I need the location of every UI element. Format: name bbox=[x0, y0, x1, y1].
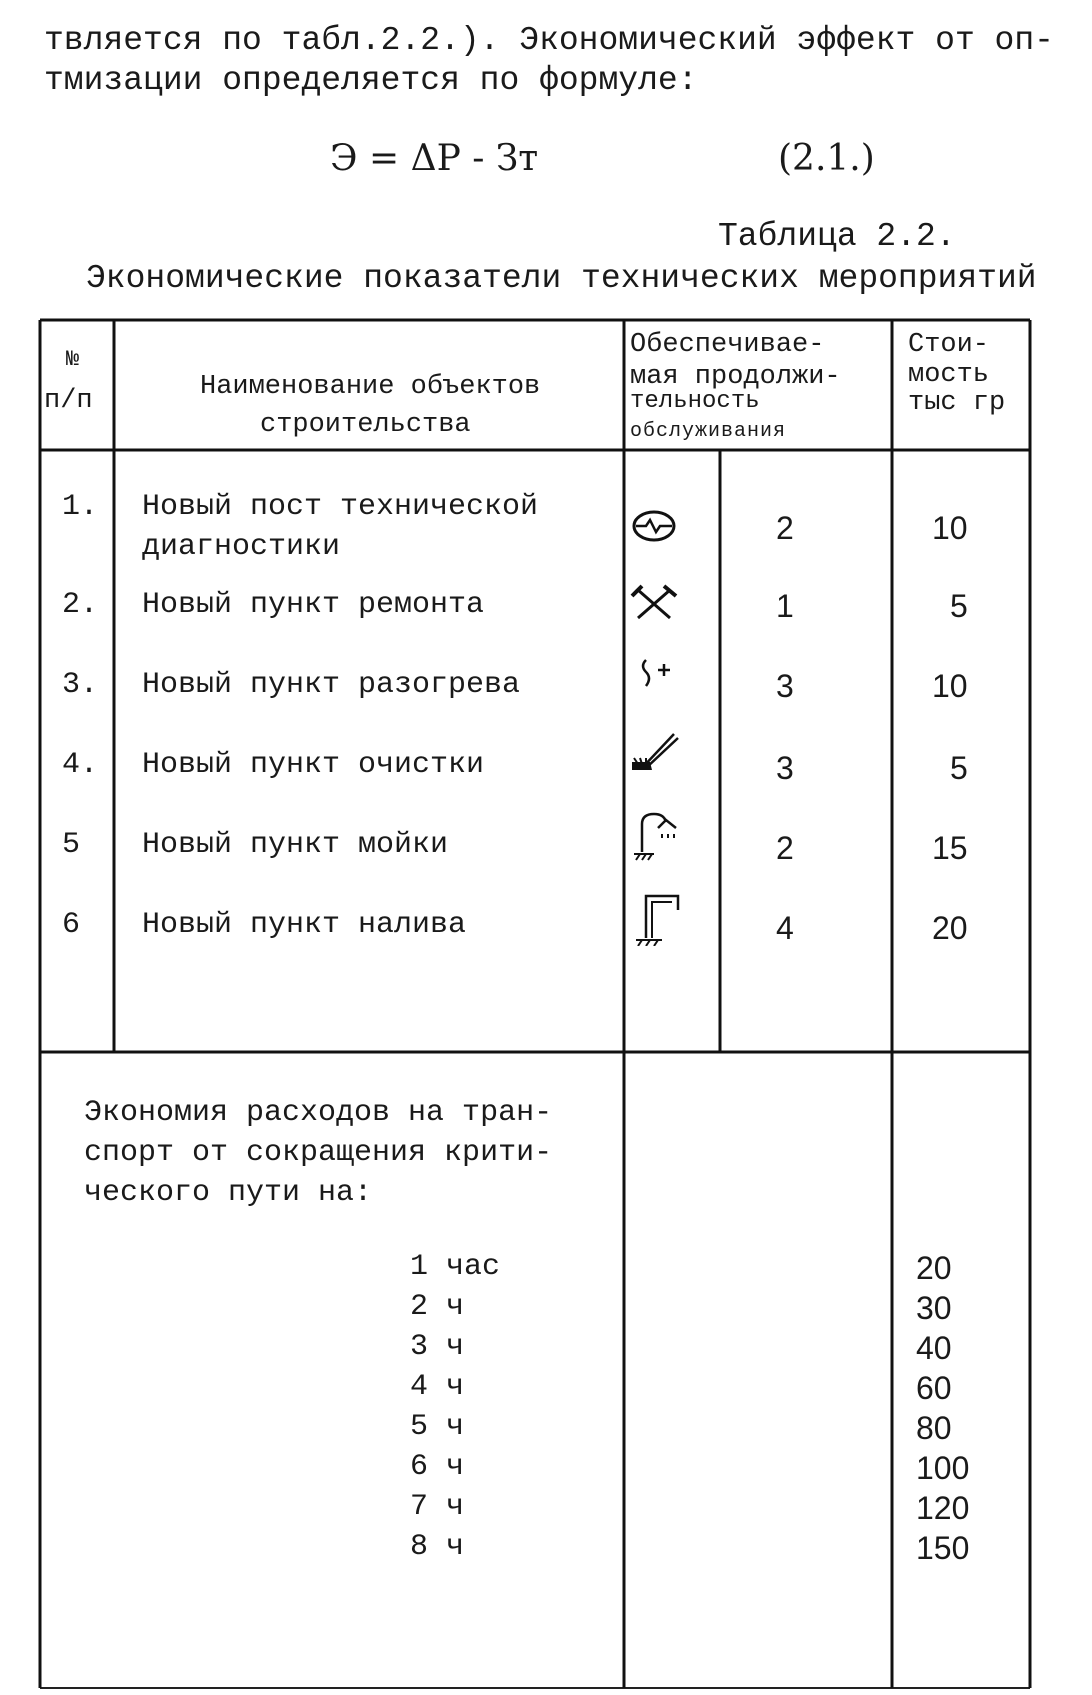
saving-cost-item: 60 bbox=[916, 1370, 952, 1406]
hour-item: 5 ч bbox=[410, 1410, 465, 1444]
footer-text-line-2: спорт от сокращения крити- bbox=[84, 1136, 553, 1170]
row-6-cost: 20 bbox=[932, 910, 968, 946]
diagnostics-gauge-icon bbox=[630, 508, 678, 544]
header-duration-line-3: тельность bbox=[630, 388, 760, 415]
intro-line-2: тмизации определяется по формуле: bbox=[44, 62, 698, 99]
row-1-number: 1. bbox=[62, 490, 99, 524]
saving-cost-item: 40 bbox=[916, 1330, 952, 1366]
row-5-cost: 15 bbox=[932, 830, 968, 866]
row-6-number: 6 bbox=[62, 908, 81, 942]
saving-cost-item: 120 bbox=[916, 1490, 970, 1526]
saving-cost-item: 150 bbox=[916, 1530, 970, 1566]
hour-item: 6 ч bbox=[410, 1450, 465, 1484]
row-3-duration: 3 bbox=[776, 668, 794, 704]
row-2-duration: 1 bbox=[776, 588, 794, 624]
heating-icon bbox=[636, 656, 684, 696]
hammer-wrench-icon bbox=[630, 584, 678, 624]
header-duration-line-1: Обеспечивае- bbox=[630, 330, 825, 360]
hour-item: 2 ч bbox=[410, 1290, 465, 1324]
footer-text-line-1: Экономия расходов на тран- bbox=[84, 1096, 553, 1130]
row-5-duration: 2 bbox=[776, 830, 794, 866]
hour-item: 1 час bbox=[410, 1250, 501, 1284]
row-3-number: 3. bbox=[62, 668, 99, 702]
header-duration-line-4: обслуживания bbox=[630, 420, 787, 443]
formula-expression: Э = ΔP - Зт bbox=[330, 138, 539, 179]
header-duration-line-2: мая продолжи- bbox=[630, 362, 841, 392]
saving-cost-item: 20 bbox=[916, 1250, 952, 1286]
table-label: Таблица 2.2. bbox=[718, 218, 956, 255]
row-4-number: 4. bbox=[62, 748, 99, 782]
footer-text-line-3: ческого пути на: bbox=[84, 1176, 373, 1210]
row-5-number: 5 bbox=[62, 828, 81, 862]
table-title: Экономические показатели технических мероприятий bbox=[86, 260, 1037, 297]
saving-cost-item: 80 bbox=[916, 1410, 952, 1446]
header-number-sign: № bbox=[66, 347, 80, 372]
formula-number: (2.1.) bbox=[778, 138, 875, 179]
row-3-name: Новый пункт разогрева bbox=[142, 668, 521, 702]
hour-item: 8 ч bbox=[410, 1530, 465, 1564]
row-6-name: Новый пункт налива bbox=[142, 908, 467, 942]
cleaning-brush-icon bbox=[628, 728, 680, 776]
row-4-duration: 3 bbox=[776, 750, 794, 786]
hour-item: 4 ч bbox=[410, 1370, 465, 1404]
header-name-line-1: Наименование объектов bbox=[200, 372, 541, 402]
row-2-name: Новый пункт ремонта bbox=[142, 588, 485, 622]
header-name-line-2: строительства bbox=[260, 410, 471, 440]
row-1-duration: 2 bbox=[776, 510, 794, 546]
saving-cost-item: 100 bbox=[916, 1450, 970, 1486]
filling-column-icon bbox=[632, 890, 688, 946]
row-4-cost: 5 bbox=[950, 750, 968, 786]
header-cost-line-3: тыс гр bbox=[908, 388, 1006, 418]
header-pp: п/п bbox=[44, 386, 93, 416]
washing-shower-icon bbox=[632, 808, 688, 864]
row-4-name: Новый пункт очистки bbox=[142, 748, 485, 782]
hour-item: 3 ч bbox=[410, 1330, 465, 1364]
row-5-name: Новый пункт мойки bbox=[142, 828, 449, 862]
row-1-name-line-1: Новый пост технической bbox=[142, 490, 539, 524]
header-cost-line-2: мость bbox=[908, 360, 990, 390]
saving-cost-item: 30 bbox=[916, 1290, 952, 1326]
row-1-cost: 10 bbox=[932, 510, 968, 546]
row-2-cost: 5 bbox=[950, 588, 968, 624]
hour-item: 7 ч bbox=[410, 1490, 465, 1524]
row-3-cost: 10 bbox=[932, 668, 968, 704]
row-2-number: 2. bbox=[62, 588, 99, 622]
intro-line-1: твляется по табл.2.2.). Экономический эффект от оп- bbox=[44, 22, 1054, 59]
row-6-duration: 4 bbox=[776, 910, 794, 946]
row-1-name-line-2: диагностики bbox=[142, 530, 341, 564]
header-cost-line-1: Стои- bbox=[908, 330, 990, 360]
